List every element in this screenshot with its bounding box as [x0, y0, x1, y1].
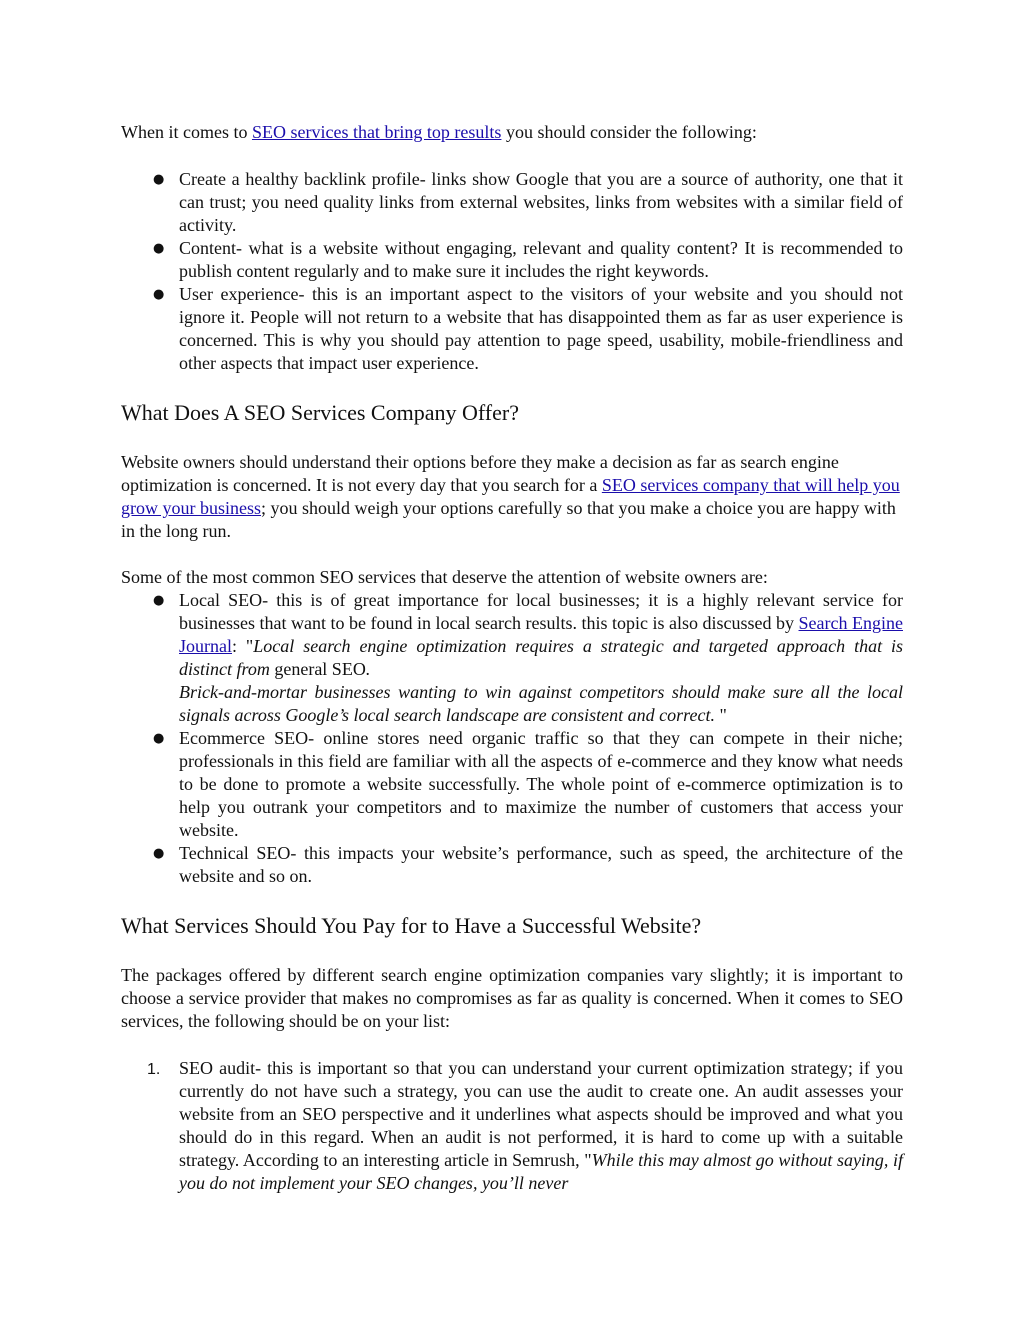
list-item-seo-audit — [121, 1057, 903, 1195]
quote-italic-part1: Local search engine optimization requires a strategic and targeted approach that is distinct from — [179, 636, 903, 679]
bullet-icon: ● — [153, 731, 165, 746]
section-heading-company-offer: What Does A SEO Services Company Offer? — [121, 400, 519, 425]
packages-paragraph: The packages offered by different search engine optimization companies vary slightly; it is important to choose a service provider that makes no compromises as far as quality is concerned. When it comes to SEO services, the following should be on your list: — [121, 965, 903, 1031]
options-text-after: ; you should weigh your options carefully so that you make a choice you are happy with in the long run. — [121, 498, 896, 541]
common-services-intro: Some of the most common SEO services that deserve the attention of website owners are: — [121, 567, 768, 587]
bullet-icon: ● — [153, 172, 165, 187]
list-item-content — [121, 237, 903, 283]
seo-audit-quote-italic: While this may almost go without saying, if you do not implement your SEO changes, you’ll never — [179, 1150, 904, 1193]
quote-dot: . — [365, 659, 371, 679]
list-item-text: Content- what is a website without engaging, relevant and quality content? It is recommended to publish content regularly and to make sure it includes the right keywords. — [179, 238, 903, 281]
list-item-ecommerce-seo — [121, 727, 903, 842]
quote-normal-part: general SEO — [269, 659, 366, 679]
list-item-technical-seo — [121, 842, 903, 888]
services-numbered-list — [121, 1057, 903, 1195]
list-item-text: Ecommerce SEO- online stores need organic traffic so that they can compete in their niche; professionals in this field are familiar with all the aspects of e-commerce and they know what needs to be done to promote a website successfully. The whole point of e-commerce optimization is to help you outrank your competitors and to maximize the number of customers that access your website. — [179, 728, 903, 840]
quote-close: " — [714, 705, 727, 725]
seo-services-company-link[interactable]: SEO services company that will help you grow your business — [121, 475, 900, 518]
intro-paragraph — [121, 121, 903, 144]
search-engine-journal-link[interactable]: Search Engine Journal — [179, 613, 903, 656]
list-item-backlinks — [121, 168, 903, 237]
list-item-text: User experience- this is an important aspect to the visitors of your website and you should not ignore it. People will not return to a website that has disappointed them as far as user experience is concerned. This is why you should pay attention to page speed, usability, mobile-friendliness and other aspects that impact user experience. — [179, 284, 903, 373]
list-item-text: Technical SEO- this impacts your website’s performance, such as speed, the architecture of the website and so on. — [179, 843, 903, 886]
seo-services-top-results-link[interactable]: SEO services that bring top results — [251, 122, 502, 142]
list-item-text: Create a healthy backlink profile- links show Google that you are a source of authority, one that it can trust; you need quality links from external websites, links from websites with a similar field of activity. — [179, 169, 903, 235]
document-content — [121, 121, 903, 1195]
options-text-before: Website owners should understand their options before they make a decision as far as search engine optimization is concerned. It is not every day that you search for a — [121, 452, 839, 495]
quote-italic-part2: Brick-and-mortar businesses wanting to win against competitors should make sure all the local signals across Google’s local search landscape are consistent and correct. — [179, 682, 903, 725]
seo-audit-text: SEO audit- this is important so that you can understand your current optimization strategy; if you currently do not have such a strategy, you can use the audit to create one. An audit assesses your website from an SEO perspective and it underlines what aspects should be improved and what you should do in this regard. When an audit is not performed, it is hard to come up with a suitable strategy. According to an interesting article in Semrush, " — [179, 1058, 903, 1170]
bullet-icon: ● — [153, 241, 165, 256]
list-item-user-experience — [121, 283, 903, 375]
intro-text-after: you should consider the following: — [501, 122, 757, 142]
section-heading-successful-website: What Services Should You Pay for to Have a Successful Website? — [121, 913, 702, 938]
list-number: 1. — [147, 1061, 161, 1078]
bullet-icon: ● — [153, 846, 165, 861]
considerations-list — [121, 168, 903, 375]
local-seo-text: Local SEO- this is of great importance for local businesses; it is a highly relevant service for businesses that want to be found in local search results. this topic is also discussed by — [179, 590, 903, 633]
quote-open: : " — [232, 636, 254, 656]
common-services-list — [121, 589, 903, 888]
bullet-icon: ● — [153, 287, 165, 302]
options-paragraph — [121, 451, 903, 543]
bullet-icon: ● — [153, 593, 165, 608]
intro-text-before: When it comes to — [121, 122, 252, 142]
list-item-local-seo — [121, 589, 903, 727]
